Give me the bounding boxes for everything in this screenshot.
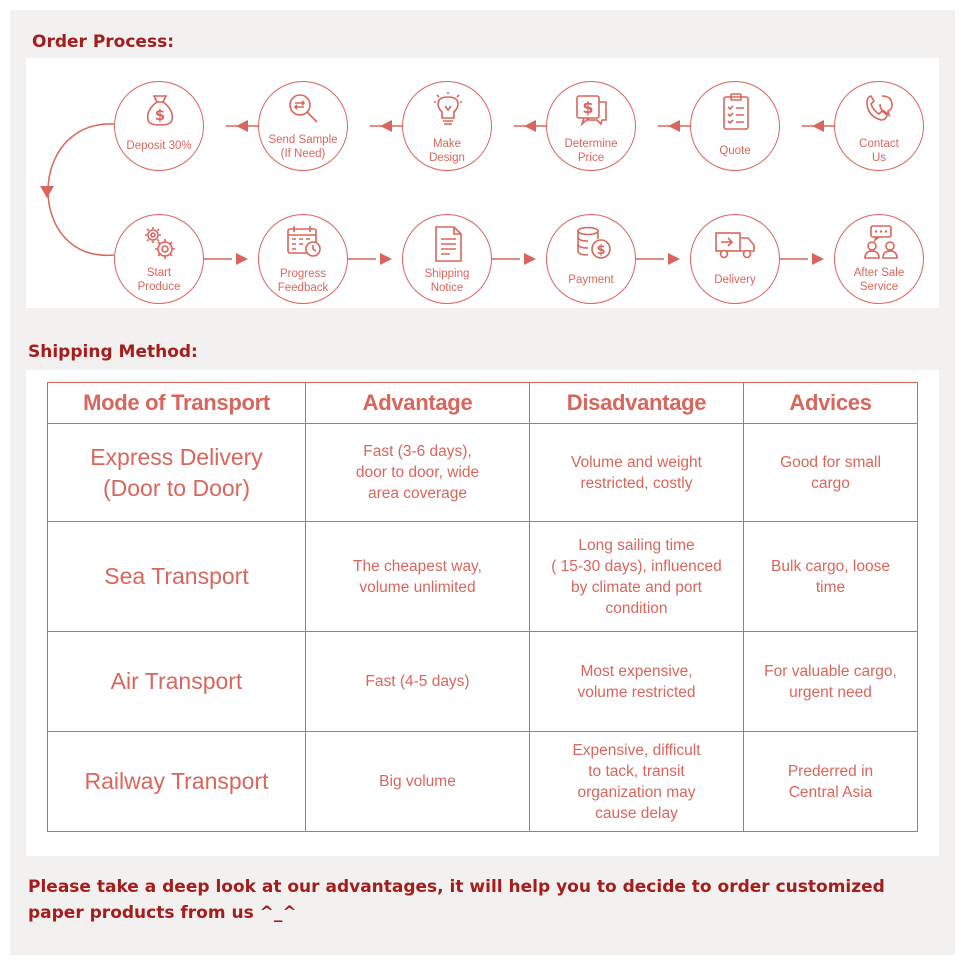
step-label: Send Sample (If Need) [268, 134, 338, 160]
advantage-cell: Big volume [306, 732, 530, 832]
table-row [48, 522, 918, 632]
advice-cell: For valuable cargo, urgent need [744, 632, 918, 732]
disadvantage-cell: Expensive, difficult to tack, transit organization may cause delay [530, 732, 744, 832]
calendar-clock-icon [286, 225, 324, 259]
step-send-sample [258, 81, 348, 171]
advantage-cell: Fast (3-6 days), door to door, wide area coverage [306, 424, 530, 522]
step-label: Make Design [429, 138, 465, 164]
document-icon [430, 225, 466, 263]
step-label: Deposit 30% [126, 140, 192, 152]
step-delivery [690, 214, 780, 304]
step-label: Contact Us [859, 138, 899, 164]
step-label: After Sale Service [853, 267, 905, 293]
arrow-left-icon [236, 120, 248, 132]
arrow-left-icon [524, 120, 536, 132]
step-shipping-notice [402, 214, 492, 304]
step-label: Quote [719, 145, 751, 157]
column-header: Mode of Transport [48, 383, 306, 424]
step-label: Payment [568, 274, 614, 286]
disadvantage-cell: Most expensive, volume restricted [530, 632, 744, 732]
disadvantage-cell: Long sailing time ( 15-30 days), influenced by climate and port condition [530, 522, 744, 632]
arrow-right-icon [236, 253, 248, 265]
return-curve [48, 124, 114, 255]
arrow-right-icon [668, 253, 680, 265]
money-bag-icon [142, 92, 178, 128]
shipping-table [47, 382, 918, 832]
mode-cell: Sea Transport [48, 522, 306, 632]
coins-icon [574, 225, 612, 261]
step-payment [546, 214, 636, 304]
step-determine-price [546, 81, 636, 171]
arrow-right-icon [524, 253, 536, 265]
svg-text:$: $ [154, 106, 166, 124]
step-label: Shipping Notice [424, 268, 470, 294]
arrow-right-icon [380, 253, 392, 265]
table-row [48, 732, 918, 832]
step-label: Delivery [714, 274, 756, 286]
truck-icon [714, 229, 758, 261]
arrow-left-icon [812, 120, 824, 132]
price-chat-icon [574, 92, 610, 128]
shipping-method-heading: Shipping Method: [28, 342, 198, 362]
sample-search-icon [286, 92, 322, 126]
phone-icon [862, 92, 898, 128]
column-header: Advices [744, 383, 918, 424]
svg-text:$: $ [596, 243, 606, 258]
advice-cell: Prederred in Central Asia [744, 732, 918, 832]
order-process-heading: Order Process: [32, 32, 175, 52]
step-label: Determine Price [564, 138, 618, 164]
order-process-panel [26, 58, 939, 308]
column-header: Disadvantage [530, 383, 744, 424]
column-header: Advantage [306, 383, 530, 424]
arrow-right-icon [812, 253, 824, 265]
step-make-design [402, 81, 492, 171]
clipboard-icon [718, 92, 754, 132]
gears-icon [142, 225, 178, 261]
advantage-cell: The cheapest way, volume unlimited [306, 522, 530, 632]
shipping-table-panel [26, 370, 939, 856]
table-row [48, 424, 918, 522]
step-label: Start Produce [137, 267, 181, 293]
advice-cell: Bulk cargo, loose time [744, 522, 918, 632]
mode-cell: Railway Transport [48, 732, 306, 832]
support-team-icon [862, 225, 900, 263]
arrow-down-icon [40, 186, 54, 198]
step-contact-us [834, 81, 924, 171]
disadvantage-cell: Volume and weight restricted, costly [530, 424, 744, 522]
table-row [48, 632, 918, 732]
lightbulb-icon [430, 92, 466, 128]
arrow-left-icon [380, 120, 392, 132]
advice-cell: Good for small cargo [744, 424, 918, 522]
table-header-row [48, 383, 918, 424]
step-label: Progress Feedback [277, 268, 329, 294]
step-quote [690, 81, 780, 171]
mode-cell: Express Delivery (Door to Door) [48, 424, 306, 522]
step-progress-feedback [258, 214, 348, 304]
mode-cell: Air Transport [48, 632, 306, 732]
footer-note: Please take a deep look at our advantages, it will help you to decide to order customized paper products from us ^_^ [28, 877, 885, 923]
page [10, 10, 955, 955]
svg-text:$: $ [582, 98, 594, 117]
step-deposit [114, 81, 204, 171]
advantage-cell: Fast (4-5 days) [306, 632, 530, 732]
step-start-produce [114, 214, 204, 304]
arrow-left-icon [668, 120, 680, 132]
step-after-sale [834, 214, 924, 304]
